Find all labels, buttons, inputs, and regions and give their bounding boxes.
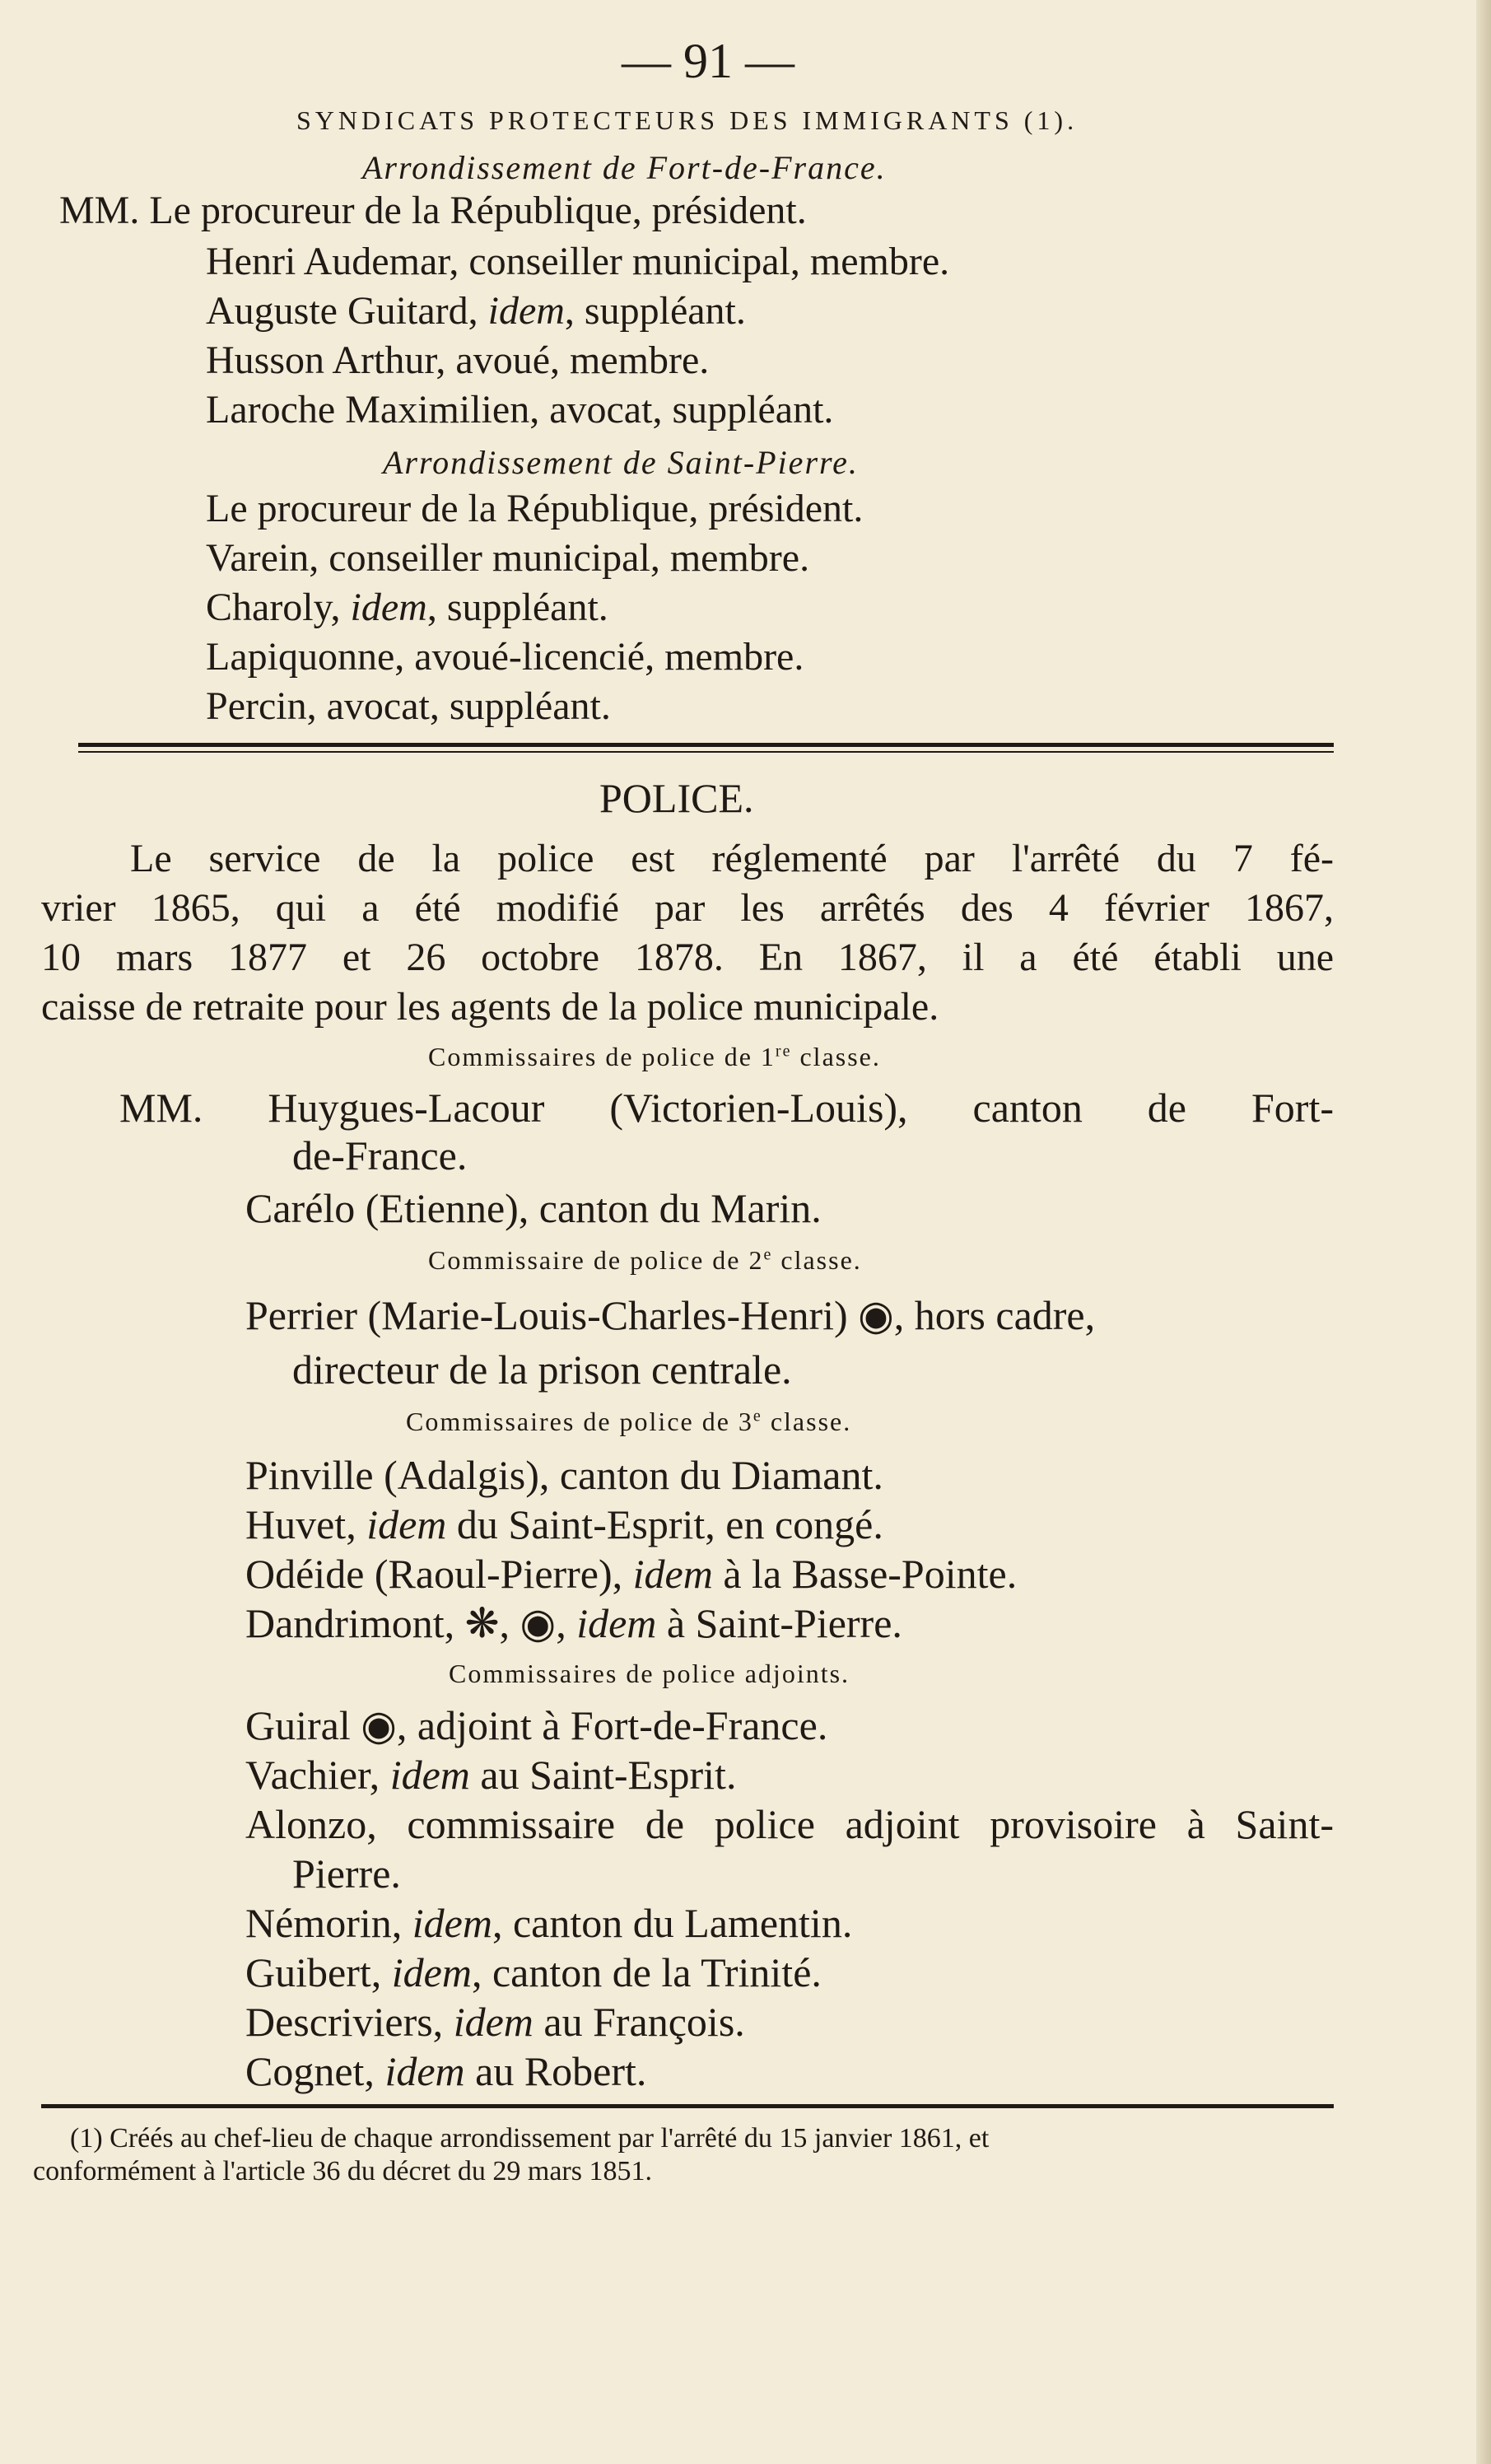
adj-line-2: Vachier, idem au Saint-Esprit.	[245, 1752, 737, 1798]
c3-line-2: Huvet, idem du Saint-Esprit, en congé.	[245, 1501, 883, 1547]
section-heading-syndicats: SYNDICATS PROTECTEURS DES IMMIGRANTS (1).	[296, 105, 1079, 135]
syndicat-fdf-line-3: Auguste Guitard, idem, suppléant.	[206, 289, 746, 333]
adj-line-8: Cognet, idem au Robert.	[245, 2048, 647, 2094]
adj-line-6: Guibert, idem, canton de la Trinité.	[245, 1949, 822, 1995]
police-intro-line-4: caisse de retraite pour les agents de la police municipale.	[41, 985, 939, 1029]
legion-cross-icon: ❋	[464, 1600, 500, 1646]
c1-line-1: MM. Huygues-Lacour (Victorien-Louis), canton de Fort-	[119, 1085, 1334, 1131]
page-number: — 91 —	[622, 34, 794, 88]
syndicat-sp-line-3: Charoly, idem, suppléant.	[206, 586, 608, 629]
footnote-line-2: conformément à l'article 36 du décret du 29 mars 1851.	[33, 2156, 652, 2186]
police-title: POLICE.	[599, 775, 754, 821]
heading-commissaires-3e: Commissaires de police de 3e classe.	[406, 1407, 852, 1436]
police-intro-line-2: vrier 1865, qui a été modifié par les arrêtés des 4 février 1867,	[41, 886, 1334, 930]
syndicat-sp-line-4: Lapiquonne, avoué-licencié, membre.	[206, 635, 804, 679]
medal-ornament-icon: ◉	[520, 1600, 557, 1646]
footnote-line-1: (1) Créés au chef-lieu de chaque arrondissement par l'arrêté du 15 janvier 1861, et	[70, 2123, 990, 2154]
adj-line-7: Descriviers, idem au François.	[245, 1999, 745, 2045]
medal-ornament-icon: ◉	[858, 1292, 894, 1338]
syndicat-fdf-line-4: Husson Arthur, avoué, membre.	[206, 338, 710, 382]
adj-line-3: Alonzo, commissaire de police adjoint provisoire à Saint-	[245, 1801, 1334, 1847]
heading-commissaires-adjoints: Commissaires de police adjoints.	[449, 1659, 850, 1688]
section-divider	[78, 743, 1334, 747]
syndicat-sp-line-1: Le procureur de la République, président.	[206, 487, 864, 530]
police-intro-line-1: Le service de la police est réglementé par l'arrêté du 7 fé-	[130, 837, 1334, 880]
c3-line-4: Dandrimont, ❋, ◉, idem à Saint-Pierre.	[245, 1600, 902, 1646]
syndicat-fdf-line-2: Henri Audemar, conseiller municipal, membre.	[206, 240, 950, 283]
c3-line-3: Odéide (Raoul-Pierre), idem à la Basse-Pointe.	[245, 1551, 1018, 1597]
subheading-fort-de-france: Arrondissement de Fort-de-France.	[362, 149, 887, 186]
subheading-saint-pierre: Arrondissement de Saint-Pierre.	[383, 444, 859, 481]
c1-line-2: de-France.	[292, 1132, 468, 1178]
footnote-divider	[41, 2104, 1334, 2108]
syndicat-fdf-line-5: Laroche Maximilien, avocat, suppléant.	[206, 388, 834, 432]
adj-line-5: Némorin, idem, canton du Lamentin.	[245, 1900, 853, 1946]
heading-commissaires-1re: Commissaires de police de 1re classe.	[428, 1042, 881, 1071]
heading-commissaire-2e: Commissaire de police de 2e classe.	[428, 1245, 862, 1275]
syndicat-sp-line-5: Percin, avocat, suppléant.	[206, 684, 611, 728]
syndicat-sp-line-2: Varein, conseiller municipal, membre.	[206, 536, 810, 580]
syndicat-fdf-line-1: MM. Le procureur de la République, président.	[59, 189, 807, 232]
c2-line-1: Perrier (Marie-Louis-Charles-Henri) ◉, hors cadre,	[245, 1292, 1096, 1338]
section-divider-thin	[78, 751, 1334, 753]
adj-line-4: Pierre.	[292, 1850, 401, 1897]
c2-line-2: directeur de la prison centrale.	[292, 1346, 792, 1393]
adj-line-1: Guiral ◉, adjoint à Fort-de-France.	[245, 1702, 828, 1748]
page-edge	[1476, 0, 1491, 2464]
c1-line-3: Carélo (Etienne), canton du Marin.	[245, 1185, 822, 1231]
police-intro-line-3: 10 mars 1877 et 26 octobre 1878. En 1867, il a été établi une	[41, 936, 1334, 979]
c3-line-1: Pinville (Adalgis), canton du Diamant.	[245, 1452, 883, 1498]
medal-ornament-icon: ◉	[361, 1702, 397, 1748]
